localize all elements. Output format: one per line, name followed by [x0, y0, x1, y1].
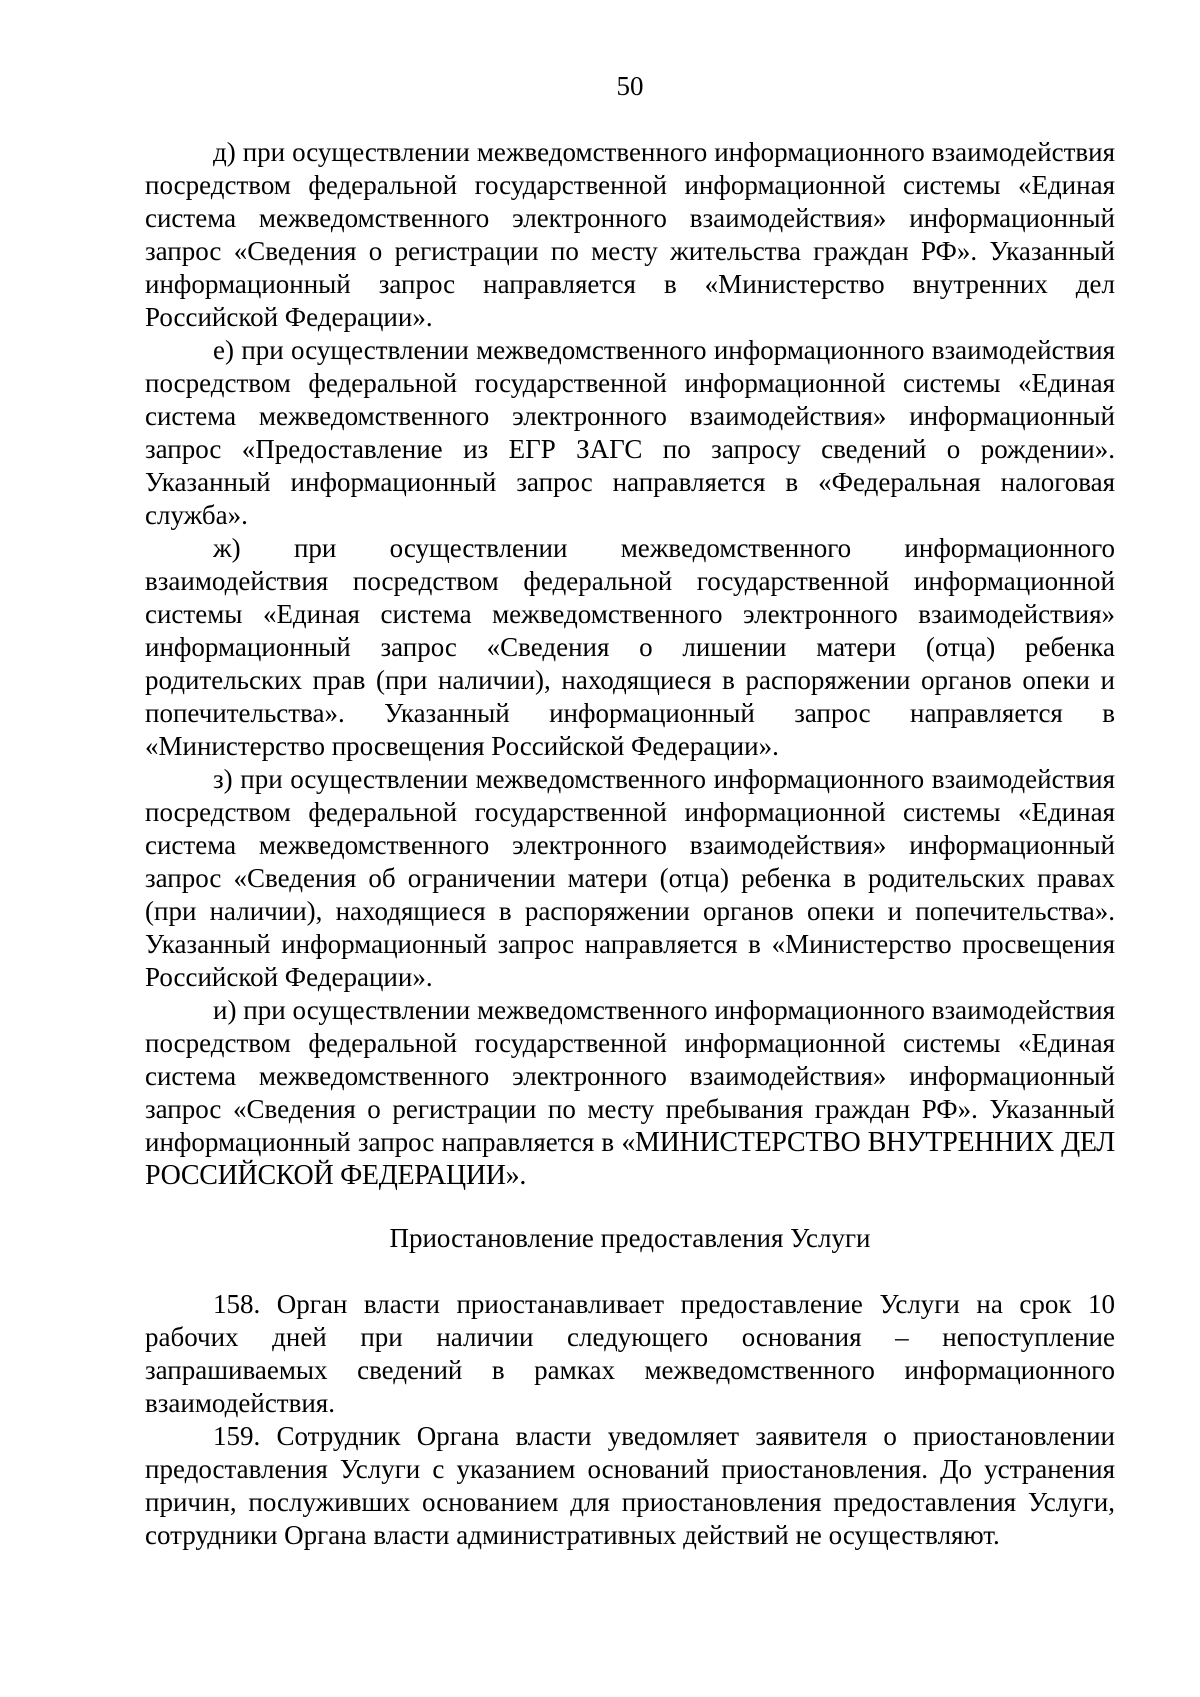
page-number: 50	[616, 71, 644, 101]
paragraph-d: д) при осуществлении межведомственного информационного взаимодействия посредством федеральной государственной информационной системы «Единая система межведомственного электронного взаимодействия» информационный запрос «Сведения о регистрации по месту жительства граждан РФ». Указанный информационный запрос направляется в «Министерство внутренних дел Российской Федерации».	[145, 137, 1115, 332]
paragraph-158: 158. Орган власти приостанавливает предоставление Услуги на срок 10 рабочих дней при наличии следующего основания – непоступление запрашиваемых сведений в рамках межведомственного информационного взаимодействия.	[145, 1289, 1115, 1418]
section-heading: Приостановление предоставления Услуги	[389, 1223, 871, 1253]
paragraph-159: 159. Сотрудник Органа власти уведомляет заявителя о приостановлении предоставления Услуги с указанием оснований приостановления. До устранения причин, послуживших основанием для приостановления предоставления Услуги, сотрудники Органа власти административных действий не осуществляют.	[145, 1421, 1115, 1550]
document-body	[145, 136, 1115, 1552]
paragraph-i	[145, 994, 1115, 1192]
paragraph-e: е) при осуществлении межведомственного информационного взаимодействия посредством федеральной государственной информационной системы «Единая система межведомственного электронного взаимодействия» информационный запрос «Предоставление из ЕГР ЗАГС по запросу сведений о рождении». Указанный информационный запрос направляется в «Федеральная налоговая служба».	[145, 335, 1115, 530]
paragraph-i-text: и) при осуществлении межведомственного информационного взаимодействия посредством федеральной государственной информационной системы «Единая система межведомственного электронного взаимодействия» информационный запрос «Сведения о регистрации по месту пребывания граждан РФ». Указанный информационный запрос направляется в	[145, 995, 1115, 1157]
paragraph-z: з) при осуществлении межведомственного информационного взаимодействия посредством федеральной государственной информационной системы «Единая система межведомственного электронного взаимодействия» информационный запрос «Сведения об ограничении матери (отца) ребенка в родительских правах (при наличии), находящиеся в распоряжении органов опеки и попечительства». Указанный информационный запрос направляется в «Министерство просвещения Российской Федерации».	[145, 764, 1115, 992]
paragraph-i-caps: «МИНИСТЕРСТВО ВНУТРЕННИХ ДЕЛ РОССИЙСКОЙ ФЕДЕРАЦИИ».	[145, 1127, 1115, 1191]
paragraph-zh: ж) при осуществлении межведомственного информационного взаимодействия посредством федеральной государственной информационной системы «Единая система межведомственного электронного взаимодействия» информационный запрос «Сведения о лишении матери (отца) ребенка родительских прав (при наличии), находящиеся в распоряжении органов опеки и попечительства». Указанный информационный запрос направляется в «Министерство просвещения Российской Федерации».	[145, 533, 1115, 761]
